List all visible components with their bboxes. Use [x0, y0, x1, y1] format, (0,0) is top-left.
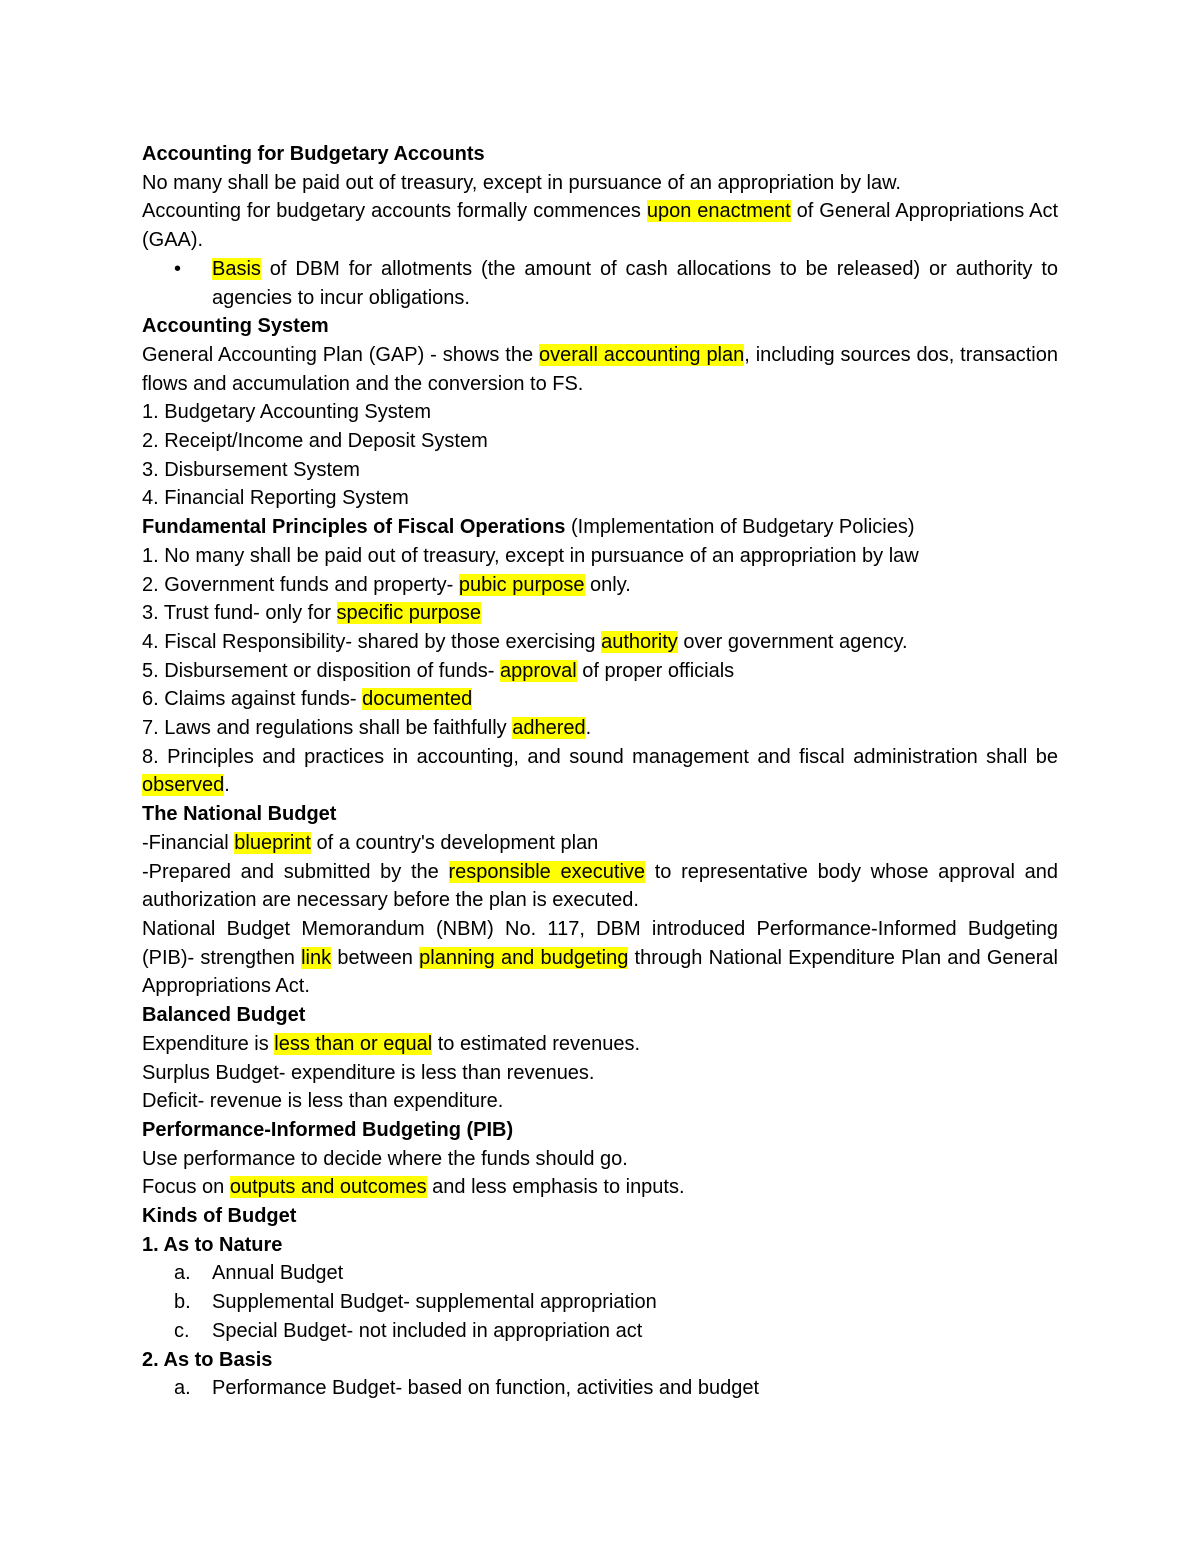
text: between	[331, 946, 420, 969]
list-label: a.	[174, 1262, 191, 1285]
subheading-as-to-nature: 1. As to Nature	[142, 1233, 283, 1256]
highlight: specific purpose	[336, 602, 482, 625]
list-item	[142, 714, 1058, 743]
highlight: link	[301, 946, 332, 969]
highlight: approval	[499, 659, 577, 682]
highlight: overall accounting plan	[539, 343, 745, 366]
text: 3. Trust fund- only for	[142, 602, 337, 625]
text: General Accounting Plan (GAP) - shows the	[142, 343, 539, 366]
text: .	[585, 717, 592, 740]
paragraph: Surplus Budget- expenditure is less than revenues.	[142, 1061, 595, 1084]
heading-budgetary-accounts: Accounting for Budgetary Accounts	[142, 143, 485, 165]
text: 5. Disbursement or disposition of funds-	[142, 659, 500, 682]
text: Focus on	[142, 1176, 230, 1199]
text: Special Budget- not included in appropriation act	[212, 1319, 643, 1342]
paragraph: Deficit- revenue is less than expenditure.	[142, 1090, 504, 1113]
text: of a country's development plan	[310, 831, 599, 854]
paragraph	[142, 915, 1058, 1001]
text: Supplemental Budget- supplemental appropriation	[212, 1291, 657, 1314]
list-item: 3. Disbursement System	[142, 458, 360, 481]
text: to estimated revenues.	[432, 1032, 641, 1055]
list-item: 2. Receipt/Income and Deposit System	[142, 430, 488, 453]
heading-pib: Performance-Informed Budgeting (PIB)	[142, 1118, 514, 1141]
list-label: a.	[174, 1377, 191, 1400]
heading-rest: (Implementation of Budgetary Policies)	[565, 516, 915, 539]
text: over government agency.	[677, 630, 908, 653]
text: only.	[584, 573, 631, 596]
highlight: outputs and outcomes	[229, 1176, 427, 1199]
highlight: authority	[601, 630, 678, 653]
text: .	[224, 774, 230, 797]
highlight: responsible executive	[448, 860, 646, 883]
alpha-list	[142, 1374, 1058, 1403]
paragraph: No many shall be paid out of treasury, except in pursuance of an appropriation by law.	[142, 171, 901, 194]
highlight: planning and budgeting	[419, 946, 629, 969]
list-item	[142, 1374, 1058, 1403]
text: of DBM for allotments (the amount of cash allocations to be released) or authority to agencies to incur obligations.	[212, 257, 1058, 309]
heading-national-budget: The National Budget	[142, 803, 337, 826]
highlight: documented	[362, 688, 473, 711]
text: 8. Principles and practices in accounting, and sound management and fiscal administration shall be	[142, 745, 1058, 768]
list-item	[142, 1259, 1058, 1288]
text: through National Expenditure Plan and General Appropriations Act.	[142, 946, 1058, 998]
paragraph	[142, 829, 1058, 858]
highlight: adhered	[512, 717, 586, 740]
paragraph: Use performance to decide where the funds should go.	[142, 1147, 628, 1170]
text: of proper officials	[576, 659, 735, 682]
text: 1. No many shall be paid out of treasury, except in pursuance of an appropriation by law	[142, 544, 919, 567]
heading-bold-text: Fundamental Principles of Fiscal Operations	[142, 516, 566, 539]
paragraph	[142, 341, 1058, 398]
list-item	[142, 657, 1058, 686]
paragraph	[142, 1173, 1058, 1202]
text: to representative body whose approval and authorization are necessary before the plan is executed.	[142, 860, 1058, 912]
list-item	[142, 1288, 1058, 1317]
highlight: pubic purpose	[458, 573, 585, 596]
highlight: Basis	[212, 257, 261, 280]
alpha-list	[142, 1259, 1058, 1345]
highlight: less than or equal	[274, 1032, 433, 1055]
text: , including sources dos, transaction flows and accumulation and the conversion to FS.	[142, 343, 1058, 395]
text: -Prepared and submitted by the	[142, 860, 449, 883]
text: 7. Laws and regulations shall be faithfully	[142, 717, 513, 740]
highlight: observed	[142, 774, 225, 797]
text: Annual Budget	[212, 1262, 344, 1285]
paragraph	[142, 197, 1058, 254]
list-item	[142, 599, 1058, 628]
list-item	[142, 628, 1058, 657]
text: Performance Budget- based on function, activities and budget	[212, 1377, 760, 1400]
highlight: upon enactment	[646, 200, 791, 223]
heading-kinds-of-budget: Kinds of Budget	[142, 1205, 297, 1228]
list-label: c.	[174, 1319, 190, 1342]
document-page	[142, 140, 1058, 1403]
text: Expenditure is	[142, 1032, 275, 1055]
list-item: 1. Budgetary Accounting System	[142, 401, 432, 424]
text: Accounting for budgetary accounts formally commences	[142, 200, 647, 223]
list-item: 4. Financial Reporting System	[142, 487, 409, 510]
paragraph	[142, 1030, 1058, 1059]
heading-balanced-budget: Balanced Budget	[142, 1004, 306, 1027]
text: 4. Fiscal Responsibility- shared by those exercising	[142, 630, 602, 653]
subheading-as-to-basis: 2. As to Basis	[142, 1348, 273, 1371]
paragraph	[142, 858, 1058, 915]
text: of General Appropriations Act (GAA).	[142, 200, 1059, 252]
list-item	[142, 743, 1058, 800]
bullet-item	[142, 255, 1058, 312]
heading-fundamental-principles	[142, 513, 1058, 542]
list-label: b.	[174, 1291, 191, 1314]
highlight: blueprint	[234, 831, 311, 854]
text: and less emphasis to inputs.	[426, 1176, 685, 1199]
bullet-list	[142, 255, 1058, 312]
text: 6. Claims against funds-	[142, 688, 363, 711]
text: 2. Government funds and property-	[142, 573, 459, 596]
list-item	[142, 542, 1058, 571]
text: National Budget Memorandum (NBM) No. 117, DBM introduced Performance-Informed Budgeting (PIB)- strengthen	[142, 917, 1058, 969]
list-item	[142, 571, 1058, 600]
list-item	[142, 685, 1058, 714]
text: -Financial	[142, 831, 235, 854]
heading-accounting-system: Accounting System	[142, 315, 329, 338]
list-item	[142, 1317, 1058, 1346]
